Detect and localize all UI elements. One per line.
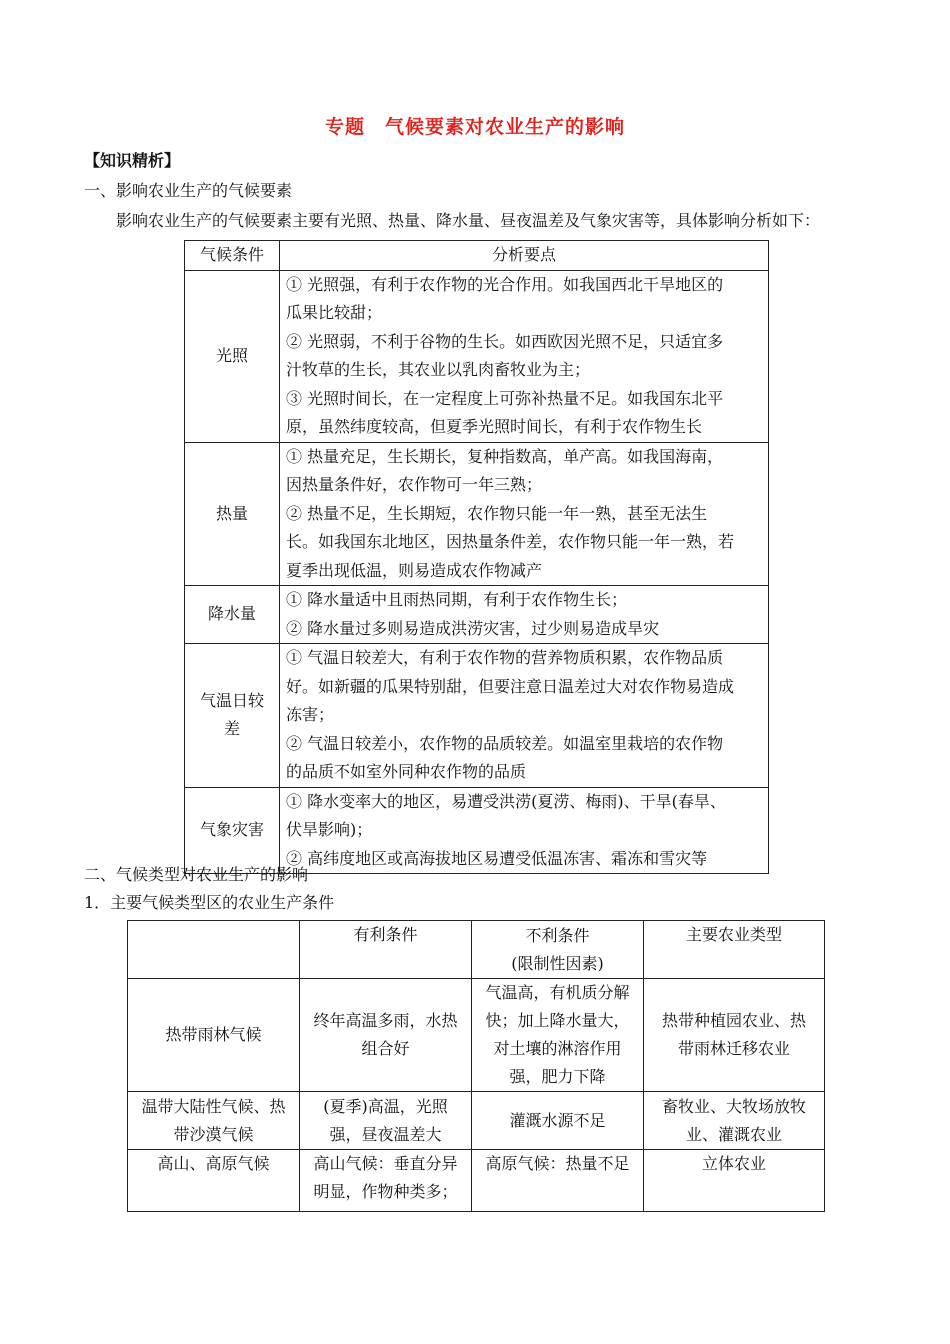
cell-line: 畜牧业、大牧场放牧 [661, 1096, 806, 1116]
cell-line: 组合好 [361, 1039, 410, 1058]
table-row [128, 1150, 825, 1212]
analysis-line: ③ 光照时间长，在一定程度上可弥补热量不足。如我国东北平 [286, 388, 724, 408]
agri-cell [644, 1092, 825, 1150]
cell-line: 快；加上降水量大， [485, 1011, 630, 1030]
document-title: 专题 气候要素对农业生产的影响 [324, 116, 625, 138]
cell-line: 高原气候：热量不足 [485, 1154, 630, 1173]
condition-cell: 热量 [185, 442, 280, 586]
condition-line: 差 [223, 719, 240, 739]
heading-conditions: 1．主要气候类型区的农业生产条件 [84, 893, 335, 912]
cell-line: 高山气候：垂直分异 [313, 1154, 458, 1173]
analysis-line: 因热量条件好，农作物可一年三熟； [286, 475, 543, 494]
condition-cell: 气象灾害 [185, 787, 280, 874]
condition-cell: 降水量 [185, 586, 280, 644]
table-row [185, 644, 769, 788]
analysis-line: ② 光照弱，不利于谷物的生长。如西欧因光照不足，只适宜多 [286, 331, 724, 351]
analysis-cell [280, 442, 769, 586]
cell-line: 终年高温多雨，水热 [313, 1011, 458, 1030]
table-row [128, 979, 825, 1092]
agri-cell [644, 979, 825, 1092]
analysis-line: ① 光照强，有利于农作物的光合作用。如我国西北干旱地区的 [286, 274, 724, 294]
analysis-line: ① 降水量适中且雨热同期，有利于农作物生长； [286, 590, 628, 609]
cell-line: 强，昼夜温差大 [329, 1124, 442, 1144]
header-condition: 气候条件 [185, 241, 280, 271]
unfavorable-cell [472, 1150, 644, 1212]
table-header-row [185, 241, 769, 271]
favorable-cell [300, 1092, 472, 1150]
analysis-line: 的品质不如室外同种农作物的品质 [286, 762, 527, 781]
analysis-cell [280, 787, 769, 874]
analysis-line: 汁牧草的生长，其农业以乳肉畜牧业为主； [286, 360, 591, 379]
analysis-cell [280, 586, 769, 644]
heading-climate-factors: 一、影响农业生产的气候要素 [84, 181, 293, 200]
analysis-line: 瓜果比较甜； [286, 303, 383, 322]
analysis-line: 夏季出现低温，则易造成农作物减产 [286, 560, 543, 580]
cell-line: (夏季)高温，光照 [323, 1096, 448, 1116]
analysis-line: 好。如新疆的瓜果特别甜，但要注意日温差过大对农作物易造成 [286, 676, 735, 696]
header-line: (限制性因素) [511, 953, 604, 973]
analysis-line: 伏旱影响)； [286, 820, 373, 839]
agri-cell [644, 1150, 825, 1212]
intro-paragraph: 影响农业生产的气候要素主要有光照、热量、降水量、昼夜温差及气象灾害等，具体影响分析如下： [116, 211, 821, 230]
analysis-line: ② 高纬度地区或高海拔地区易遭受低温冻害、霜冻和雪灾等 [286, 848, 708, 868]
cell-line: 强，肥力下降 [509, 1067, 606, 1086]
analysis-line: 长。如我国东北地区，因热量条件差，农作物只能一年一熟，若 [286, 532, 735, 551]
analysis-line: ② 气温日较差小，农作物的品质较差。如温室里栽培的农作物 [286, 733, 724, 753]
cell-line: 温带大陆性气候、热 [141, 1096, 286, 1116]
cell-line: 热带雨林气候 [165, 1025, 262, 1044]
cell-line: 带沙漠气候 [173, 1124, 254, 1144]
analysis-line: ① 降水变率大的地区，易遭受洪涝(夏涝、梅雨)、干旱(春旱、 [286, 791, 726, 811]
analysis-cell [280, 270, 769, 442]
analysis-line: ② 热量不足，生长期短，农作物只能一年一熟，甚至无法生 [286, 503, 708, 523]
analysis-line: 冻害； [286, 705, 335, 724]
climate-cell [128, 1150, 300, 1212]
cell-line: 带雨林迁移农业 [677, 1039, 790, 1058]
condition-cell: 光照 [185, 270, 280, 442]
table-row [185, 787, 769, 874]
cell-line: 灌溉水源不足 [509, 1110, 606, 1130]
cell-line: 立体农业 [701, 1154, 766, 1173]
analysis-line: ② 降水量过多则易造成洪涝灾害，过少则易造成旱灾 [286, 618, 660, 638]
analysis-line: ① 气温日较差大，有利于农作物的营养物质积累，农作物品质 [286, 648, 724, 667]
header-line: 不利条件 [525, 925, 590, 945]
table-row [185, 442, 769, 586]
climate-type-table [127, 920, 825, 1212]
condition-cell [185, 644, 280, 788]
cell-line: 气温高，有机质分解 [485, 983, 630, 1002]
table-row [185, 270, 769, 442]
favorable-cell [300, 979, 472, 1092]
section-tag: 【知识精析】 [84, 151, 181, 170]
cell-line: 高山、高原气候 [157, 1154, 270, 1173]
cell-line: 对土壤的淋溶作用 [493, 1039, 622, 1058]
cell-line: 热带种植园农业、热 [661, 1011, 806, 1030]
unfavorable-cell [472, 979, 644, 1092]
climate-factor-table [184, 240, 769, 874]
table-row [128, 1092, 825, 1150]
header-blank [128, 921, 300, 979]
analysis-cell [280, 644, 769, 788]
cell-line: 业、灌溉农业 [685, 1124, 782, 1144]
header-analysis: 分析要点 [280, 241, 769, 271]
heading-climate-types: 二、气候类型对农业生产的影响 [84, 865, 309, 884]
header-favorable: 有利条件 [300, 921, 472, 979]
climate-cell [128, 1092, 300, 1150]
unfavorable-cell [472, 1092, 644, 1150]
header-agri: 主要农业类型 [644, 921, 825, 979]
header-unfavorable [472, 921, 644, 979]
favorable-cell [300, 1150, 472, 1212]
table-header-row [128, 921, 825, 979]
table-row [185, 586, 769, 644]
analysis-line: ① 热量充足，生长期长，复种指数高，单产高。如我国海南， [286, 446, 724, 466]
climate-cell [128, 979, 300, 1092]
analysis-line: 原，虽然纬度较高，但夏季光照时间长，有利于农作物生长 [286, 417, 703, 436]
condition-line: 气温日较 [199, 690, 264, 710]
cell-line: 明显，作物种类多； [313, 1182, 458, 1201]
